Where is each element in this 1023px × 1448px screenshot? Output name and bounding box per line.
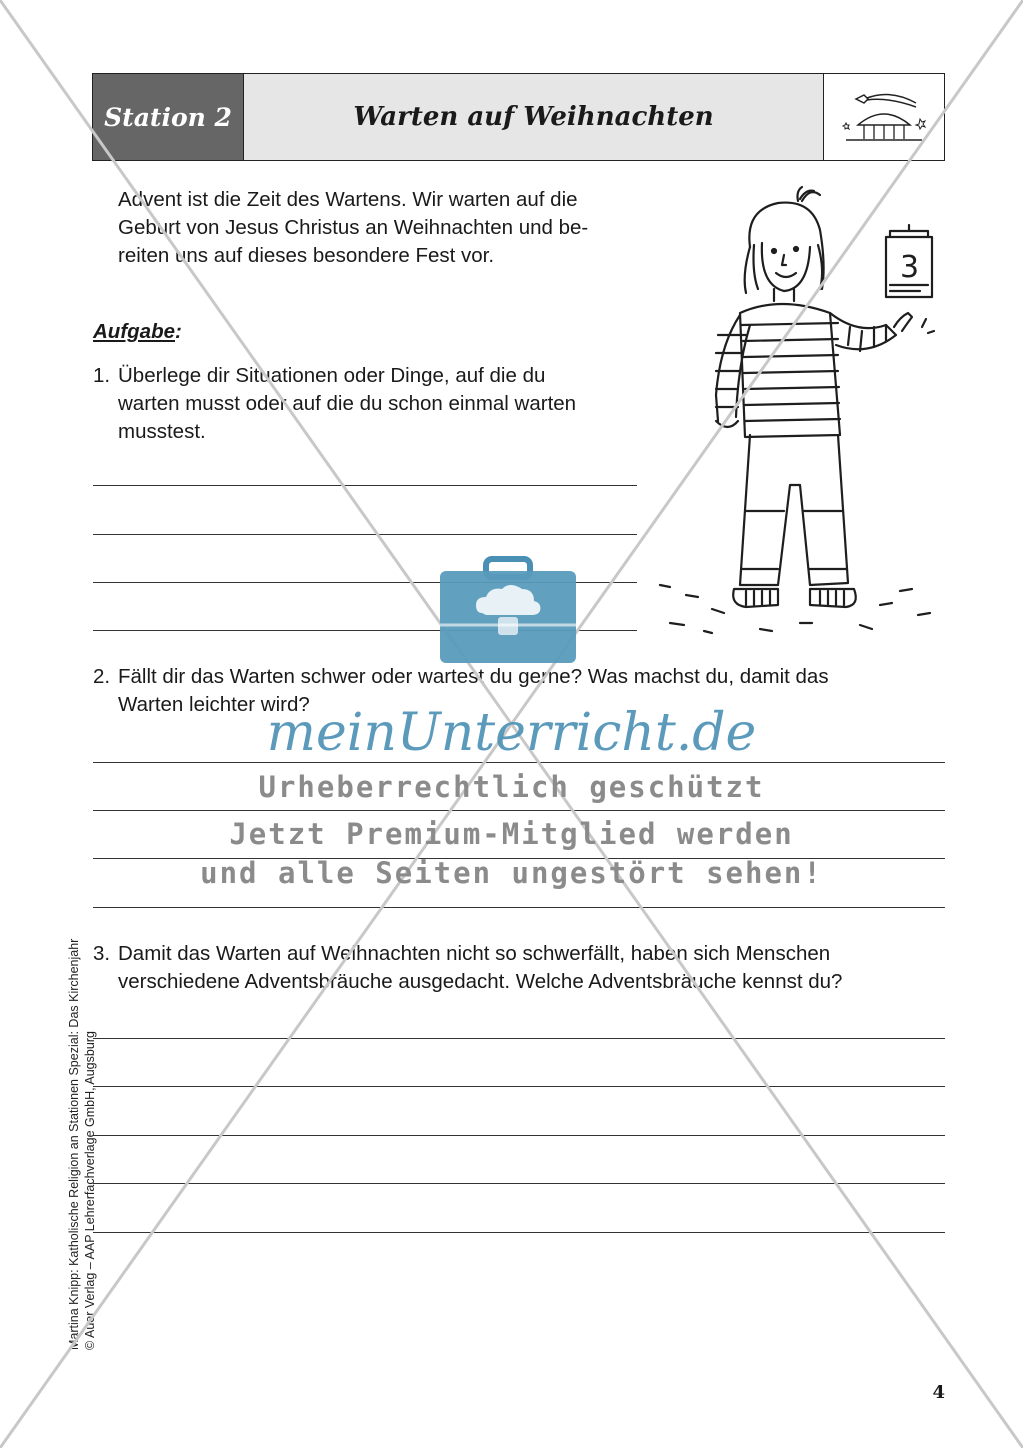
intro-line: Geburt von Jesus Christus an Weihnachten und be- (118, 216, 589, 239)
briefcase-cloud-icon (438, 555, 578, 670)
task-text-line: Damit das Warten auf Weihnachten nicht so schwerfällt, haben sich Menschen (118, 942, 831, 965)
calendar-number: 3 (900, 250, 920, 285)
credit-line: © Auer Verlag – AAP Lehrerfachverlage GmbH, Augsburg (83, 1031, 97, 1350)
credit-line: Martina Knipp: Katholische Religion an Stationen Spezial: Das Kirchenjahr (67, 938, 81, 1350)
task-number: 1. (93, 364, 111, 387)
task-heading-label: Aufgabe (93, 320, 175, 343)
watermark-line: Urheberrechtlich geschützt (258, 770, 765, 804)
task-text-line: Überlege dir Situationen oder Dinge, auf die du (118, 364, 546, 387)
page-number: 4 (932, 1382, 945, 1403)
task-number: 2. (93, 665, 111, 688)
intro-line: reiten uns auf dieses besondere Fest vor. (118, 244, 495, 267)
intro-line: Advent ist die Zeit des Wartens. Wir warten auf die (118, 188, 578, 211)
page-title: Warten auf Weihnachten (244, 74, 824, 160)
task-text-line: Warten leichter wird? (118, 693, 310, 716)
watermark-brand: meinUnterricht.de (266, 703, 757, 763)
watermark-line: Jetzt Premium-Mitglied werden (229, 817, 794, 851)
task-heading-colon: : (175, 320, 182, 343)
task-text-line: verschiedene Adventsbräuche ausgedacht. Welche Adventsbräuche kennst du? (118, 970, 843, 993)
task-text-line: warten musst oder auf die du schon einmal warten (118, 392, 577, 415)
task-text-line: musstest. (118, 420, 206, 443)
station-label: Station 2 (93, 74, 244, 160)
task-number: 3. (93, 942, 111, 965)
watermark-line: und alle Seiten ungestört sehen! (200, 856, 823, 890)
task-text-line: Fällt dir das Warten schwer oder wartest du gerne? Was machst du, damit das (118, 665, 829, 688)
